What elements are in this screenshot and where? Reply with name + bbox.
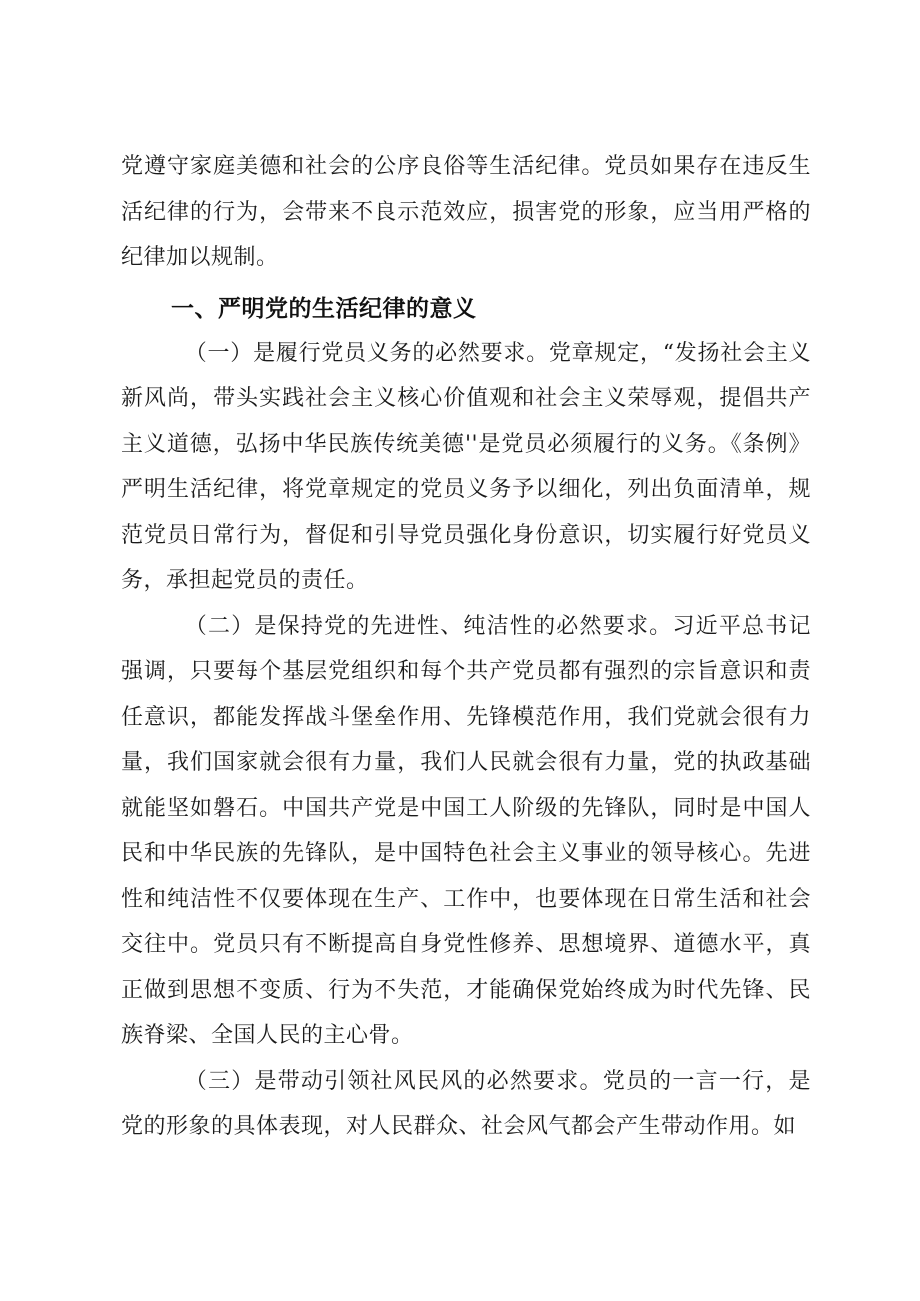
document-body — [121, 144, 811, 1150]
section-heading: 一、严明党的生活纪律的意义 — [171, 295, 477, 322]
paragraph-duty: （一）是履行党员义务的必然要求。党章规定，“发扬社会主义新风尚，带头实践社会主义核心价值观和社会主义荣辱观，提倡共产主义道德，弘扬中华民族传统美德''是党员必须履行的义务。《条例》严明生活纪律，将党章规定的党员义务予以细化，列出负面清单，规范党员日常行为，督促和引导党员强化身份意识，切实履行好党员义务，承担起党员的责任。 — [121, 340, 811, 593]
intro-paragraph: 党遵守家庭美德和社会的公序良俗等生活纪律。党员如果存在违反生活纪律的行为，会带来不良示范效应，损害党的形象，应当用严格的纪律加以规制。 — [121, 154, 811, 270]
paragraph-social-customs: （三）是带动引领社风民风的必然要求。党员的一言一行，是党的形象的具体表现，对人民群众、社会风气都会产生带动作用。如 — [121, 1068, 811, 1139]
paragraph-advanced-nature: （二）是保持党的先进性、纯洁性的必然要求。习近平总书记强调，只要每个基层党组织和每个共产党员都有强烈的宗旨意识和责任意识，都能发挥战斗堡垒作用、先锋模范作用，我们党就会很有力量，我们国家就会很有力量，我们人民就会很有力量，党的执政基础就能坚如磐石。中国共产党是中国工人阶级的先锋队，同时是中国人民和中华民族的先锋队，是中国特色社会主义事业的领导核心。先进性和纯洁性不仅要体现在生产、工作中，也要体现在日常生活和社会交往中。党员只有不断提高自身党性修养、思想境界、道德水平，真正做到思想不变质、行为不失范，才能确保党始终成为时代先锋、民族脊梁、全国人民的主心骨。 — [121, 613, 811, 1048]
